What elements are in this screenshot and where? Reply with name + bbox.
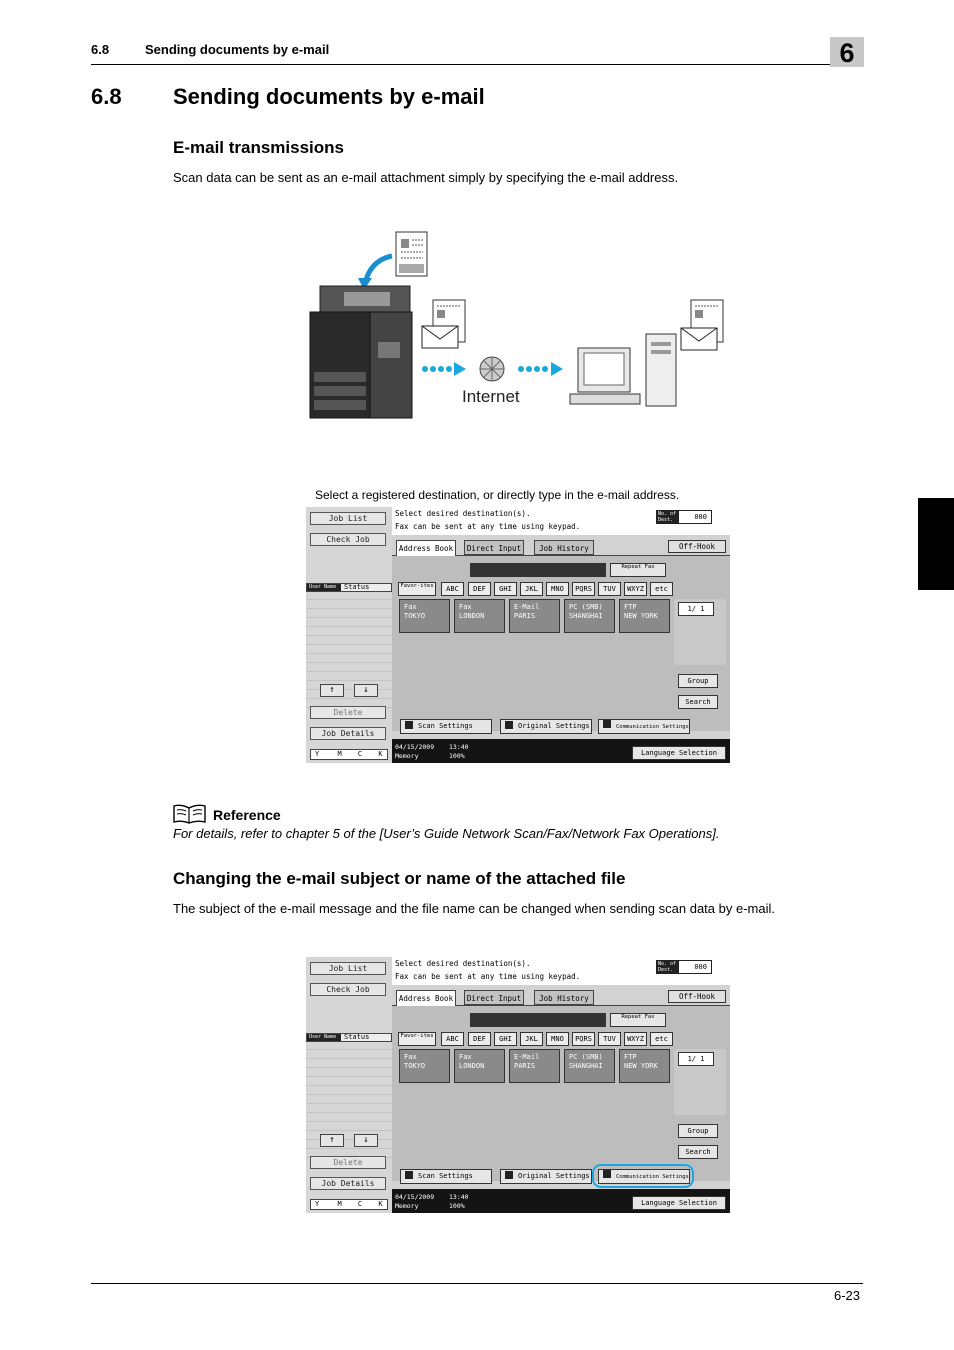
- original-settings-icon: [505, 1171, 513, 1179]
- address-fax-tokyo[interactable]: Fax TOKYO: [399, 599, 450, 633]
- index-abc[interactable]: ABC: [441, 582, 464, 596]
- control-panel-screenshot-2: [306, 957, 730, 1213]
- tab-job-history[interactable]: Job History: [534, 540, 594, 555]
- footer-date: 04/15/2009: [395, 1193, 435, 1201]
- footer-date: 04/15/2009: [395, 743, 435, 751]
- message-area: [392, 957, 730, 985]
- internet-globe-icon: [480, 357, 504, 381]
- transmission-arrow-icon: [422, 362, 466, 376]
- page-indicator: 1/ 1: [678, 1052, 714, 1066]
- user-name-column: User Name: [307, 584, 341, 591]
- job-list-button[interactable]: Job List: [310, 962, 386, 975]
- address-fax-tokyo[interactable]: Fax TOKYO: [399, 1049, 450, 1083]
- left-pane: [306, 507, 392, 763]
- tab-direct-input[interactable]: Direct Input: [464, 540, 524, 555]
- search-button[interactable]: Search: [678, 1145, 718, 1159]
- chapter-side-tab: [918, 498, 954, 590]
- index-mno[interactable]: MNO: [546, 1032, 569, 1046]
- job-status-header: [306, 1033, 392, 1042]
- section-heading-number: 6.8: [91, 84, 122, 109]
- tab-address-book[interactable]: Address Book: [396, 990, 456, 1006]
- address-fax-london[interactable]: Fax LONDON: [454, 599, 505, 633]
- group-button[interactable]: Group: [678, 1124, 718, 1138]
- delete-button[interactable]: Delete: [310, 706, 386, 719]
- index-wxyz[interactable]: WXYZ: [624, 582, 647, 596]
- mfp-machine-icon: [310, 286, 412, 418]
- email-envelope-icon: [422, 300, 465, 348]
- reference-text: For details, refer to chapter 5 of the [User’s Guide Network Scan/Fax/Network Fax Operations].: [173, 826, 720, 841]
- page-number: 6-23: [834, 1288, 861, 1303]
- index-etc[interactable]: etc: [650, 582, 673, 596]
- footer-time: 13:40: [449, 743, 469, 751]
- job-status-header: [306, 583, 392, 592]
- internet-label: Internet: [462, 387, 520, 406]
- message-line-1: Select desired destination(s).: [395, 959, 531, 968]
- destination-counter: [656, 960, 712, 974]
- index-favorites[interactable]: Favor-ites: [398, 1032, 436, 1046]
- email-transmissions-text: Scan data can be sent as an e-mail attachment simply by specifying the e-mail address.: [173, 170, 679, 185]
- index-ghi[interactable]: GHI: [494, 1032, 517, 1046]
- delete-button[interactable]: Delete: [310, 1156, 386, 1169]
- address-fax-london[interactable]: Fax LONDON: [454, 1049, 505, 1083]
- scan-settings-button[interactable]: Scan Settings: [400, 1169, 492, 1184]
- index-tuv[interactable]: TUV: [598, 1032, 621, 1046]
- header-section-number: 6.8: [91, 42, 110, 57]
- footer-memory-label: Memory: [395, 1202, 419, 1210]
- search-button[interactable]: Search: [678, 695, 718, 709]
- job-details-button[interactable]: Job Details: [310, 727, 386, 740]
- original-settings-button[interactable]: Original Settings: [500, 719, 592, 734]
- index-favorites[interactable]: Favor-ites: [398, 582, 436, 596]
- footer-memory-value: 100%: [449, 1202, 465, 1210]
- index-jkl[interactable]: JKL: [520, 1032, 543, 1046]
- toner-indicator: Y M C K: [310, 749, 388, 760]
- address-email-paris[interactable]: E-Mail PARIS: [509, 1049, 560, 1083]
- job-list-button[interactable]: Job List: [310, 512, 386, 525]
- destination-field: [470, 563, 606, 577]
- footer-memory-value: 100%: [449, 752, 465, 760]
- scroll-up-button[interactable]: ↑: [320, 1134, 344, 1147]
- index-abc[interactable]: ABC: [441, 1032, 464, 1046]
- status-column: Status: [344, 583, 370, 591]
- scroll-down-button[interactable]: ↓: [354, 684, 378, 697]
- tab-direct-input[interactable]: Direct Input: [464, 990, 524, 1005]
- language-selection-button[interactable]: Language Selection: [632, 1196, 726, 1210]
- address-ftp-newyork[interactable]: FTP NEW YORK: [619, 599, 670, 633]
- destination-counter-label: No. of Dest.: [657, 511, 679, 523]
- index-wxyz[interactable]: WXYZ: [624, 1032, 647, 1046]
- header-section-title: Sending documents by e-mail: [145, 42, 330, 57]
- header-rule: [91, 64, 863, 65]
- reference-book-icon: [173, 804, 206, 824]
- index-def[interactable]: DEF: [468, 582, 491, 596]
- message-area: [392, 507, 730, 535]
- left-pane-2: [306, 957, 392, 1213]
- destination-counter-label: No. of Dest.: [657, 961, 679, 973]
- computer-icon: [570, 334, 676, 406]
- check-job-button[interactable]: Check Job: [310, 983, 386, 996]
- toner-indicator: Y M C K: [310, 1199, 388, 1210]
- scroll-down-button[interactable]: ↓: [354, 1134, 378, 1147]
- language-selection-button[interactable]: Language Selection: [632, 746, 726, 760]
- scan-settings-icon: [405, 1171, 413, 1179]
- scan-arrow-icon: [366, 256, 392, 280]
- address-email-paris[interactable]: E-Mail PARIS: [509, 599, 560, 633]
- destination-field: [470, 1013, 606, 1027]
- section-heading-title: Sending documents by e-mail: [173, 84, 485, 109]
- repeat-fax-button[interactable]: Repeat Fax: [610, 563, 666, 577]
- message-line-2: Fax can be sent at any time using keypad.: [395, 522, 581, 531]
- scanned-document-icon: [396, 232, 427, 276]
- communication-settings-icon: [603, 720, 611, 728]
- received-email-icon: [681, 300, 723, 350]
- index-etc[interactable]: etc: [650, 1032, 673, 1046]
- communication-settings-highlight: [592, 1164, 694, 1188]
- off-hook-button[interactable]: Off-Hook: [668, 990, 726, 1003]
- index-pqrs[interactable]: PQRS: [572, 582, 595, 596]
- page-indicator: 1/ 1: [678, 602, 714, 616]
- change-subject-heading: Changing the e-mail subject or name of the attached file: [173, 869, 626, 888]
- address-smb-shanghai[interactable]: PC (SMB) SHANGHAI: [564, 1049, 615, 1083]
- index-mno[interactable]: MNO: [546, 582, 569, 596]
- email-transmission-diagram: [300, 222, 740, 422]
- scroll-up-button[interactable]: ↑: [320, 684, 344, 697]
- communication-settings-button[interactable]: Communication Settings: [598, 1169, 690, 1184]
- communication-settings-button[interactable]: Communication Settings: [598, 719, 690, 734]
- index-pqrs[interactable]: PQRS: [572, 1032, 595, 1046]
- check-job-button[interactable]: Check Job: [310, 533, 386, 546]
- chapter-number: 6: [830, 37, 864, 67]
- job-details-button[interactable]: Job Details: [310, 1177, 386, 1190]
- reference-label: Reference: [213, 807, 281, 823]
- transmission-arrow-icon-2: [518, 362, 563, 376]
- off-hook-button[interactable]: Off-Hook: [668, 540, 726, 553]
- address-ftp-newyork[interactable]: FTP NEW YORK: [619, 1049, 670, 1083]
- destination-counter-value: 000: [694, 963, 707, 971]
- destination-counter: [656, 510, 712, 524]
- screenshot-caption: Select a registered destination, or directly type in the e-mail address.: [315, 488, 680, 502]
- user-name-column: User Name: [307, 1034, 341, 1041]
- status-column: Status: [344, 1033, 370, 1041]
- message-line-2: Fax can be sent at any time using keypad.: [395, 972, 581, 981]
- index-tuv[interactable]: TUV: [598, 582, 621, 596]
- scan-settings-button[interactable]: Scan Settings: [400, 719, 492, 734]
- email-transmissions-heading: E-mail transmissions: [173, 138, 345, 157]
- original-settings-icon: [505, 721, 513, 729]
- index-ghi[interactable]: GHI: [494, 582, 517, 596]
- scan-settings-icon: [405, 721, 413, 729]
- address-smb-shanghai[interactable]: PC (SMB) SHANGHAI: [564, 599, 615, 633]
- footer-time: 13:40: [449, 1193, 469, 1201]
- message-line-1: Select desired destination(s).: [395, 509, 531, 518]
- repeat-fax-button[interactable]: Repeat Fax: [610, 1013, 666, 1027]
- destination-counter-value: 000: [694, 513, 707, 521]
- index-jkl[interactable]: JKL: [520, 582, 543, 596]
- index-def[interactable]: DEF: [468, 1032, 491, 1046]
- tab-address-book[interactable]: Address Book: [396, 540, 456, 556]
- control-panel-screenshot-1: [306, 507, 730, 763]
- section-heading: [91, 84, 485, 110]
- tab-job-history[interactable]: Job History: [534, 990, 594, 1005]
- group-button[interactable]: Group: [678, 674, 718, 688]
- change-subject-text: The subject of the e-mail message and the file name can be changed when sending scan data by e-mail.: [173, 901, 775, 916]
- footer-memory-label: Memory: [395, 752, 419, 760]
- footer-rule: [91, 1283, 863, 1284]
- original-settings-button[interactable]: Original Settings: [500, 1169, 592, 1184]
